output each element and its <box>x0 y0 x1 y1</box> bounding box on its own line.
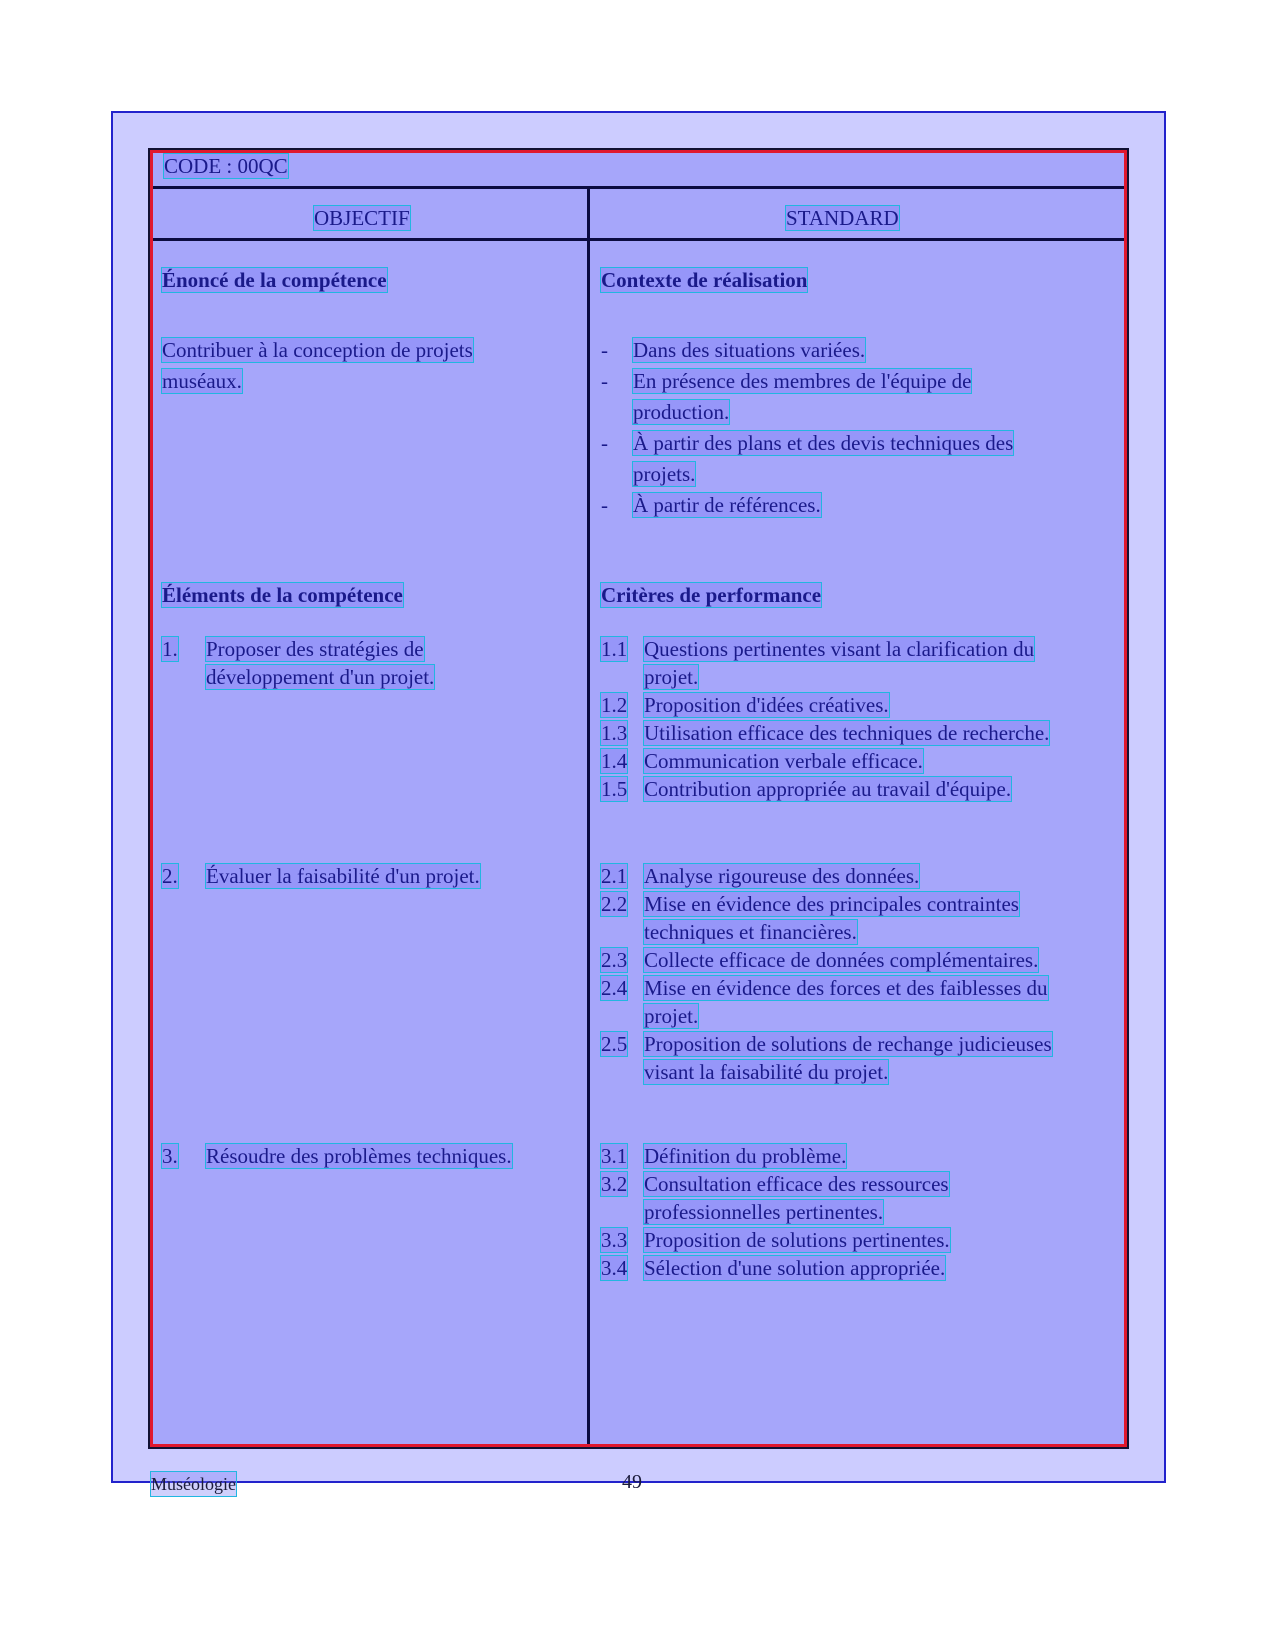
header-rule-top <box>153 186 1124 189</box>
criterion-line: Contribution appropriée au travail d'équipe. <box>644 777 1012 801</box>
criterion-line: Communication verbale efficace. <box>644 749 923 773</box>
contexte-line: production. <box>633 400 730 424</box>
contexte-bullet: - <box>601 369 608 393</box>
element-line: développement d'un projet. <box>206 665 435 689</box>
code-label: CODE : 00QC <box>164 154 288 178</box>
criterion-line: Sélection d'une solution appropriée. <box>644 1256 946 1280</box>
criterion-number: 3.4 <box>601 1256 628 1280</box>
criterion-number: 2.4 <box>601 976 628 1000</box>
contexte-title: Contexte de réalisation <box>601 268 808 292</box>
criterion-line: Proposition de solutions de rechange judicieuses <box>644 1032 1052 1056</box>
criterion-number: 1.2 <box>601 693 628 717</box>
criterion-line: visant la faisabilité du projet. <box>644 1060 889 1084</box>
criterion-line: Analyse rigoureuse des données. <box>644 864 920 888</box>
element-number: 3. <box>162 1144 178 1168</box>
criterion-number: 1.3 <box>601 721 628 745</box>
enonce-line: Contribuer à la conception de projets <box>162 338 473 362</box>
criterion-line: Mise en évidence des principales contraintes <box>644 892 1019 916</box>
contexte-line: À partir de références. <box>633 493 821 517</box>
criterion-line: Définition du problème. <box>644 1144 847 1168</box>
element-line: Proposer des stratégies de <box>206 637 424 661</box>
criterion-line: techniques et financières. <box>644 920 857 944</box>
elements-title: Éléments de la compétence <box>162 583 403 607</box>
criterion-line: Consultation efficace des ressources <box>644 1172 949 1196</box>
criterion-number: 1.5 <box>601 777 628 801</box>
criterion-number: 2.5 <box>601 1032 628 1056</box>
criterion-line: Utilisation efficace des techniques de recherche. <box>644 721 1050 745</box>
element-number: 1. <box>162 637 178 661</box>
criterion-number: 3.2 <box>601 1172 628 1196</box>
criterion-line: Mise en évidence des forces et des faiblesses du <box>644 976 1048 1000</box>
criterion-line: Collecte efficace de données complémentaires. <box>644 948 1039 972</box>
contexte-bullet: - <box>601 338 608 362</box>
criterion-number: 2.1 <box>601 864 628 888</box>
criterion-number: 2.3 <box>601 948 628 972</box>
column-divider <box>587 187 590 1444</box>
header-rule-bottom <box>153 238 1124 241</box>
element-line: Résoudre des problèmes techniques. <box>206 1144 512 1168</box>
criterion-number: 3.3 <box>601 1228 628 1252</box>
page-number: 49 <box>622 1471 642 1493</box>
criterion-number: 1.1 <box>601 637 628 661</box>
criterion-line: Questions pertinentes visant la clarification du <box>644 637 1035 661</box>
criterion-line: projet. <box>644 665 699 689</box>
criteres-title: Critères de performance <box>601 583 822 607</box>
element-number: 2. <box>162 864 178 888</box>
footer-title: Muséologie <box>151 1474 236 1494</box>
contexte-line: À partir des plans et des devis techniques des <box>633 431 1014 455</box>
contexte-bullet: - <box>601 493 608 517</box>
criterion-line: projet. <box>644 1004 699 1028</box>
criterion-number: 2.2 <box>601 892 628 916</box>
criterion-line: Proposition de solutions pertinentes. <box>644 1228 950 1252</box>
contexte-line: projets. <box>633 462 696 486</box>
criterion-number: 1.4 <box>601 749 628 773</box>
element-line: Évaluer la faisabilité d'un projet. <box>206 864 480 888</box>
contexte-line: En présence des membres de l'équipe de <box>633 369 972 393</box>
criterion-number: 3.1 <box>601 1144 628 1168</box>
contexte-bullet: - <box>601 431 608 455</box>
contexte-line: Dans des situations variées. <box>633 338 866 362</box>
enonce-line: muséaux. <box>162 369 242 393</box>
criterion-line: Proposition d'idées créatives. <box>644 693 889 717</box>
standard-header: STANDARD <box>786 206 899 230</box>
enonce-title: Énoncé de la compétence <box>162 268 387 292</box>
objectif-header: OBJECTIF <box>314 206 410 230</box>
criterion-line: professionnelles pertinentes. <box>644 1200 884 1224</box>
